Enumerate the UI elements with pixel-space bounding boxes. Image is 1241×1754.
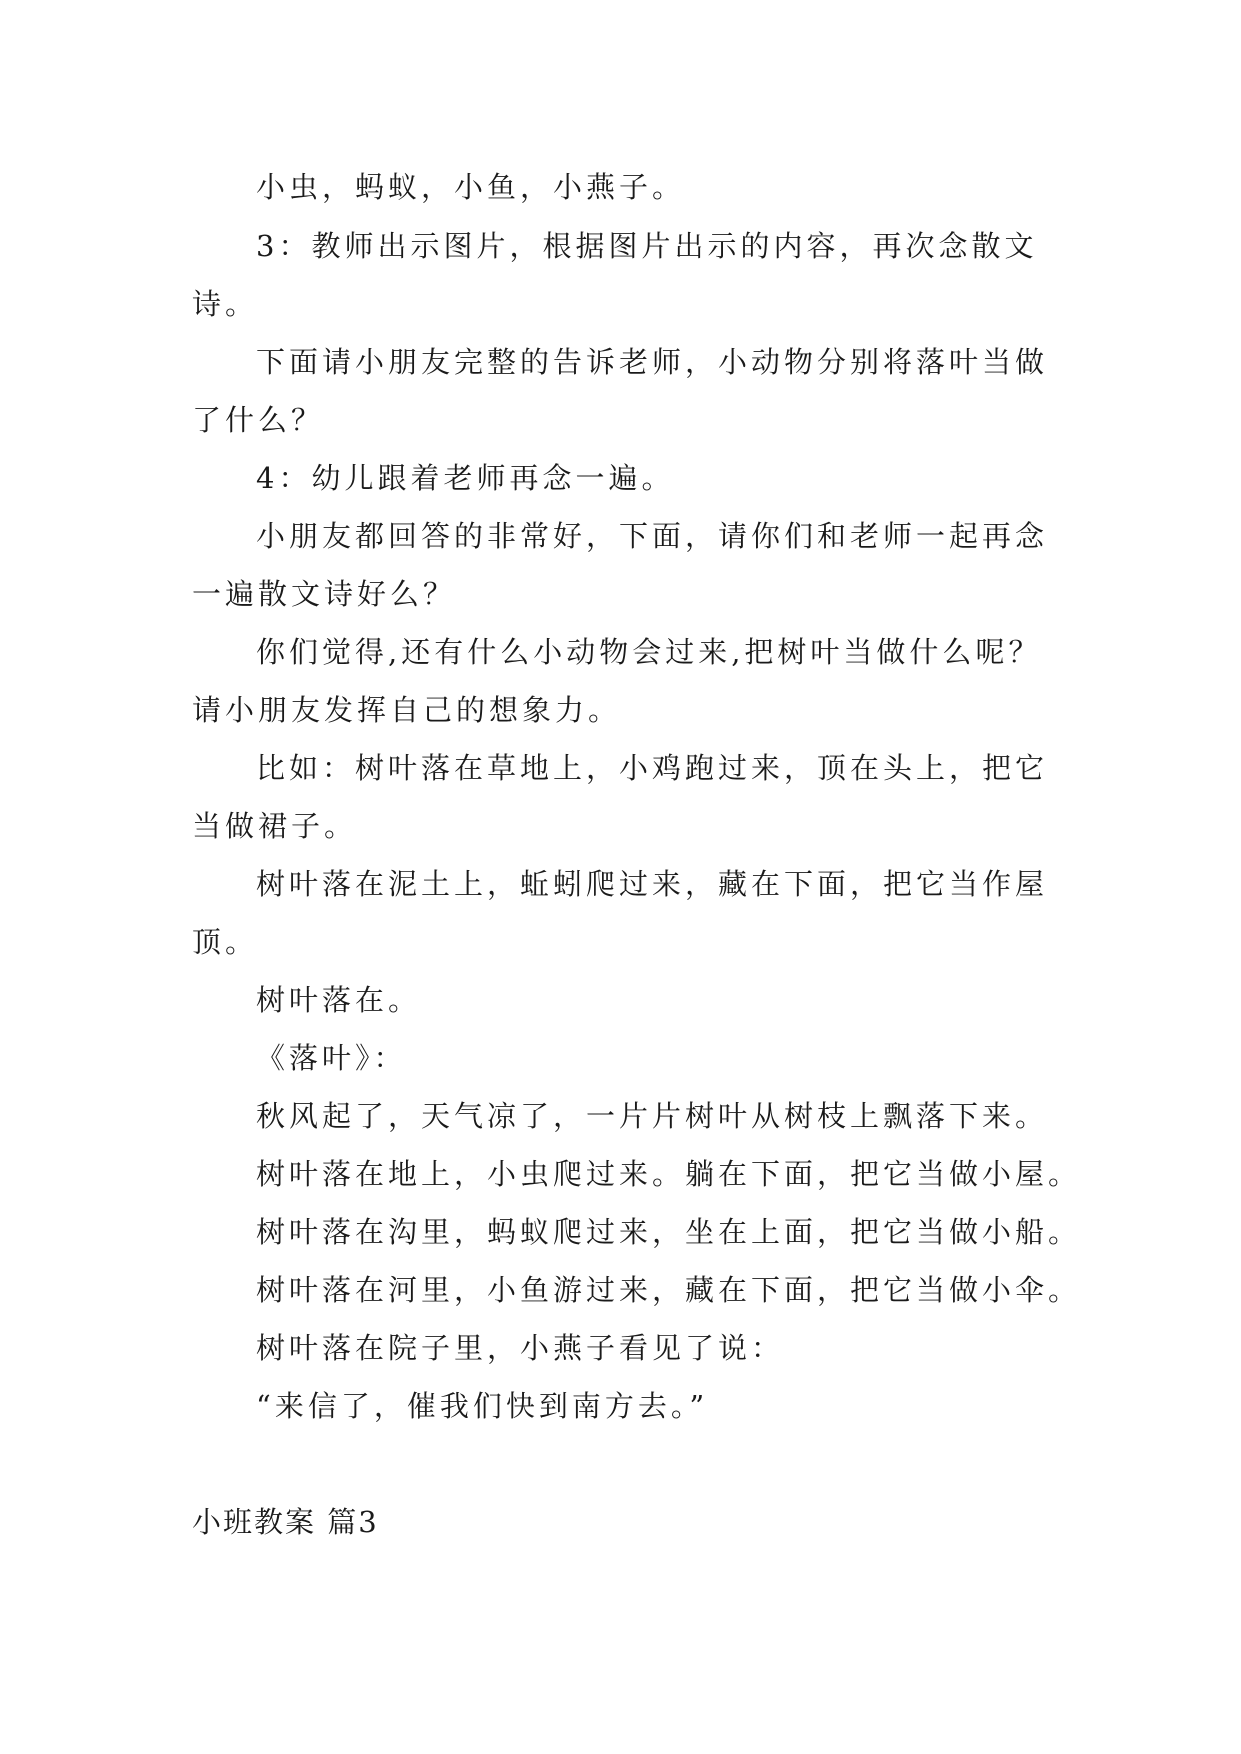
text-line: 了什么？ [192,403,325,437]
text-line: 4：幼儿跟着老师再念一遍。 [256,461,675,495]
poem-line: 树叶落在院子里，小燕子看见了说： [256,1331,785,1365]
text-line: 诗。 [192,287,259,321]
poem-line: 秋风起了，天气凉了，一片片树叶从树枝上飘落下来。 [256,1099,1049,1133]
poem-line: 树叶落在河里，小鱼游过来，藏在下面，把它当做小伞。 [256,1273,1082,1307]
text-line: 小虫，蚂蚁，小鱼，小燕子。 [256,170,686,204]
poem-line: 树叶落在沟里，蚂蚁爬过来，坐在上面，把它当做小船。 [256,1215,1082,1249]
text-line: 比如：树叶落在草地上，小鸡跑过来，顶在头上，把它 [256,751,1049,785]
text-line: 请小朋友发挥自己的想象力。 [192,693,622,727]
text-line: 树叶落在。 [256,983,422,1017]
text-line: 下面请小朋友完整的告诉老师，小动物分别将落叶当做 [256,345,1049,379]
text-line: 3：教师出示图片，根据图片出示的内容，再次念散文 [256,229,1038,263]
poem-line: 树叶落在地上，小虫爬过来。躺在下面，把它当做小屋。 [256,1157,1082,1191]
poem-title: 《落叶》： [256,1041,407,1075]
poem-line: “来信了，催我们快到南方去。” [256,1389,709,1423]
text-line: 一遍散文诗好么？ [192,577,457,611]
section-heading: 小班教案 篇3 [192,1505,379,1539]
text-line: 当做裙子。 [192,809,358,843]
text-line: 树叶落在泥土上，蚯蚓爬过来，藏在下面，把它当作屋 [256,867,1049,901]
text-line: 顶。 [192,925,259,959]
text-line: 小朋友都回答的非常好，下面，请你们和老师一起再念 [256,519,1049,553]
text-line: 你们觉得,还有什么小动物会过来,把树叶当做什么呢？ [256,635,1042,669]
